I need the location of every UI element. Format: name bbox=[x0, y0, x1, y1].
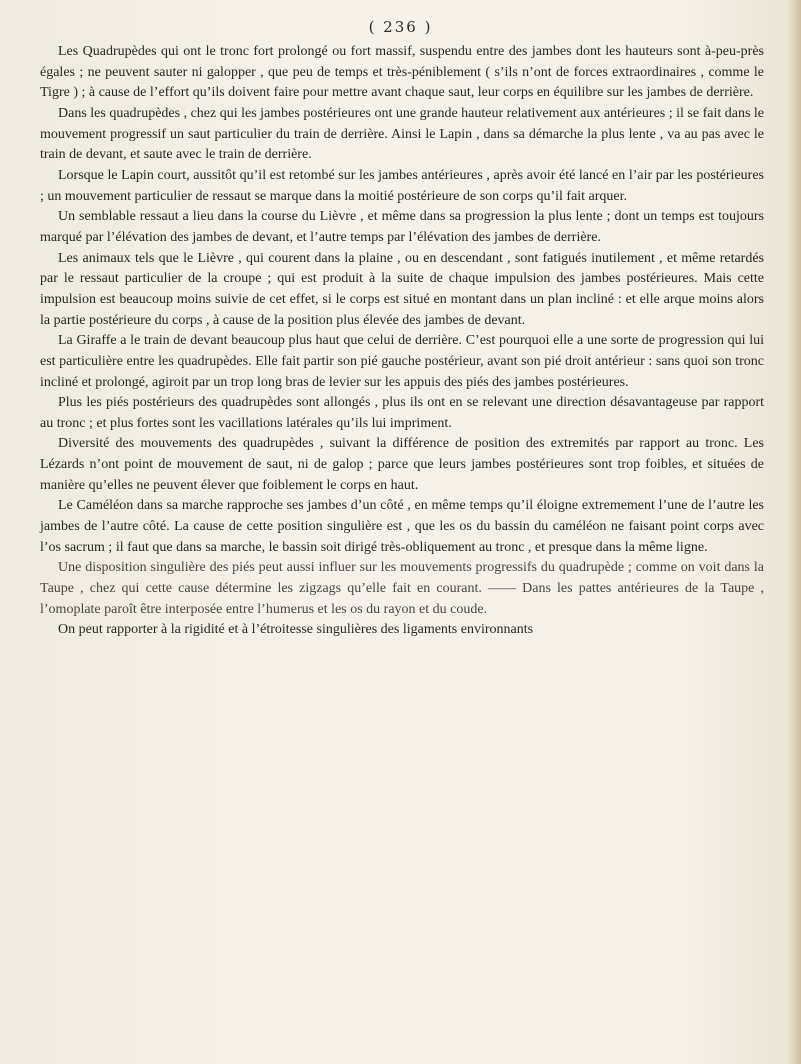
paragraph-5: Les animaux tels que le Lièvre , qui courent dans la plaine , ou en descendant , sont fatigués inutilement , et même retardés par le ressaut particulier de la croupe ; qui est produit à la suite de chaque impulsion des jambes postérieures. Mais cette impulsion est beaucoup moins suivie de cet effet, si le corps est situé en montant dans un plan incliné : et elle arque moins alors la partie postérieure du corps , à cause de la position plus élevée des jambes de devant. bbox=[40, 250, 764, 328]
paragraph-3: Lorsque le Lapin court, aussitôt qu’il est retombé sur les jambes antérieures , après avoir été lancé en l’air par les postérieures ; un mouvement particulier de ressaut se marque dans la moitié postérieure de son corps qu’il fait arquer. bbox=[40, 167, 764, 204]
paragraph-1: Les Quadrupèdes qui ont le tronc fort prolongé ou fort massif, suspendu entre des jambes dont les hauteurs sont à-peu-près égales ; ne peuvent sauter ni galopper , que peu de temps et très-péniblement ( s’ils n’ont de forces extraordinaires , comme le Tigre ) ; à cause de l’effort qu’ils doivent faire pour mettre avant chaque saut, leur corps en équilibre sur les jambes de derrière. bbox=[40, 44, 764, 101]
paragraph-6: La Giraffe a le train de devant beaucoup plus haut que celui de derrière. C’est pourquoi elle a une sorte de progression qui lui est particulière entre les quadrupèdes. Elle fait partir son pié gauche postérieur, avant son pié droit antérieur : sans quoi son tronc incliné et prolongé, agiroit par un trop long bras de levier sur les appuis des piés des jambes postérieures. bbox=[40, 333, 764, 390]
paragraph-11: On peut rapporter à la rigidité et à l’étroitesse singulières des ligaments environnants bbox=[58, 622, 534, 638]
paragraph-9: Le Caméléon dans sa marche rapproche ses jambes d’un côté , en même temps qu’il éloigne extremement l’une de l’autre les jambes de l’autre côté. La cause de cette position singulière est , que les os du bassin du caméléon ne faisant point corps avec l’os sacrum ; il faut que dans sa marche, le bassin soit dirigé très-obliquement au tronc , et presque dans la même ligne. bbox=[40, 498, 764, 555]
paragraph-10: Une disposition singulière des piés peut aussi influer sur les mouvements progressifs du quadrupède ; comme on voit dans la Taupe , chez qui cette cause détermine les zigzags qu’elle fait en courant. —— Dans les pattes antérieures de la Taupe , l’omoplate paroît être interposée entre l’humerus et les os du rayon et du coude. bbox=[40, 560, 764, 617]
paragraph-7: Plus les piés postérieurs des quadrupèdes sont allongés , plus ils ont en se relevant une direction désavantageuse par rapport au tronc ; et plus fortes sont les vacillations latérales qu’ils lui impriment. bbox=[40, 395, 764, 431]
paragraph-4: Un semblable ressaut a lieu dans la course du Lièvre , et même dans sa progression la plus lente ; dont un temps est toujours marqué par l’élévation des jambes de devant, et l’autre temps par l’élévation des jambes de derrière. bbox=[40, 209, 764, 245]
paragraph-2: Dans les quadrupèdes , chez qui les jambes postérieures ont une grande hauteur relativement aux antérieures ; il se fait dans le mouvement progressif un saut particulier du train de derrière. Ainsi le Lapin , dans sa démarche la plus lente , va au pas avec le train de devant, et saute avec le train de derrière. bbox=[40, 105, 764, 163]
page-edge bbox=[787, 0, 801, 1064]
body-text bbox=[40, 42, 764, 641]
page-number: ( 236 ) bbox=[368, 18, 433, 36]
paragraph-8: Diversité des mouvements des quadrupèdes , suivant la différence de position des extremités par rapport au tronc. Les Lézards n’ont point de mouvement de saut, ni de galop ; parce que leurs jambes postérieures sont trop foibles, et situées de manière qu’elles ne peuvent élever que foiblement le corps en haut. bbox=[40, 436, 764, 493]
